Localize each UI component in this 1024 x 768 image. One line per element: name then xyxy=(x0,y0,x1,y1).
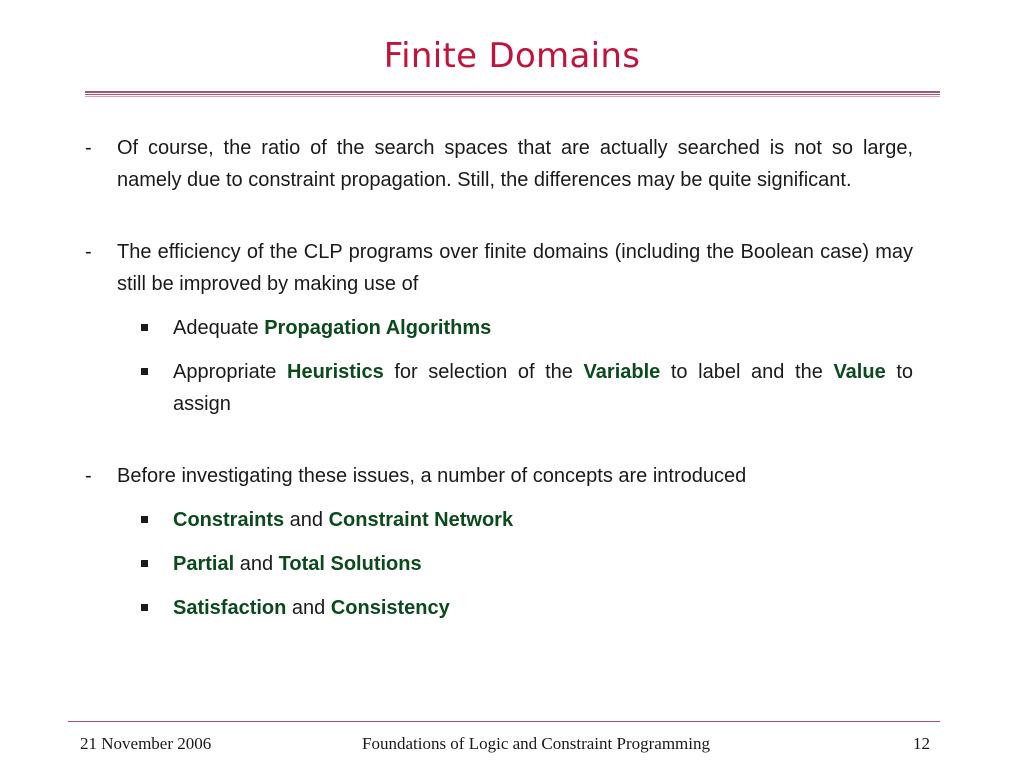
footer-course-title: Foundations of Logic and Constraint Programming xyxy=(362,734,710,753)
bullet-3 xyxy=(85,460,913,492)
footer-page-number: 12 xyxy=(913,734,930,753)
title-divider-thin xyxy=(85,96,940,97)
square-bullet-icon xyxy=(141,368,148,375)
sub-bullet-solutions xyxy=(85,548,913,580)
bullet-text: Before investigating these issues, a number of concepts are introduced xyxy=(117,465,747,487)
sub-bullet-constraints xyxy=(85,504,913,536)
sub-bullet-propagation xyxy=(85,312,913,344)
keyword: Satisfaction xyxy=(173,597,287,619)
keyword: Propagation Algorithms xyxy=(264,317,492,339)
sub-bullet-text: to label and the xyxy=(660,361,834,383)
keyword: Partial xyxy=(173,553,235,575)
bullet-text: The efficiency of the CLP programs over finite domains (including the Boolean case) may still be improved by making use of xyxy=(117,241,913,295)
keyword: Variable xyxy=(583,361,661,383)
square-bullet-icon xyxy=(141,604,148,611)
sub-bullet-text: and xyxy=(234,553,279,575)
bullet-marker: - xyxy=(85,241,92,263)
footer-divider xyxy=(68,721,940,722)
sub-bullet-text: and xyxy=(286,597,331,619)
keyword: Consistency xyxy=(330,597,450,619)
title-divider xyxy=(85,91,940,95)
keyword: Total Solutions xyxy=(278,553,422,575)
keyword: Value xyxy=(833,361,886,383)
sub-bullet-satisfaction xyxy=(85,592,913,624)
bullet-text: Of course, the ratio of the search spaces that are actually searched is not so large, namely due to constraint propagation. Still, the differences may be quite significant. xyxy=(117,137,913,191)
bullet-marker: - xyxy=(85,465,92,487)
square-bullet-icon xyxy=(141,324,148,331)
sub-bullet-text: Appropriate xyxy=(173,361,288,383)
bullet-2 xyxy=(85,236,913,300)
square-bullet-icon xyxy=(141,560,148,567)
bullet-marker: - xyxy=(85,137,92,159)
sub-bullet-text: for selection of the xyxy=(383,361,584,383)
bullet-1 xyxy=(85,132,913,196)
sub-bullet-heuristics xyxy=(85,356,913,420)
slide-title: Finite Domains xyxy=(383,36,641,76)
square-bullet-icon xyxy=(141,516,148,523)
keyword: Constraint Network xyxy=(328,509,514,531)
keyword: Heuristics xyxy=(287,361,384,383)
sub-bullet-text: and xyxy=(284,509,329,531)
sub-bullet-text: to assign xyxy=(173,361,913,415)
footer-date: 21 November 2006 xyxy=(80,734,212,753)
keyword: Constraints xyxy=(173,509,285,531)
sub-bullet-text: Adequate xyxy=(173,317,265,339)
slide-body xyxy=(85,132,913,624)
